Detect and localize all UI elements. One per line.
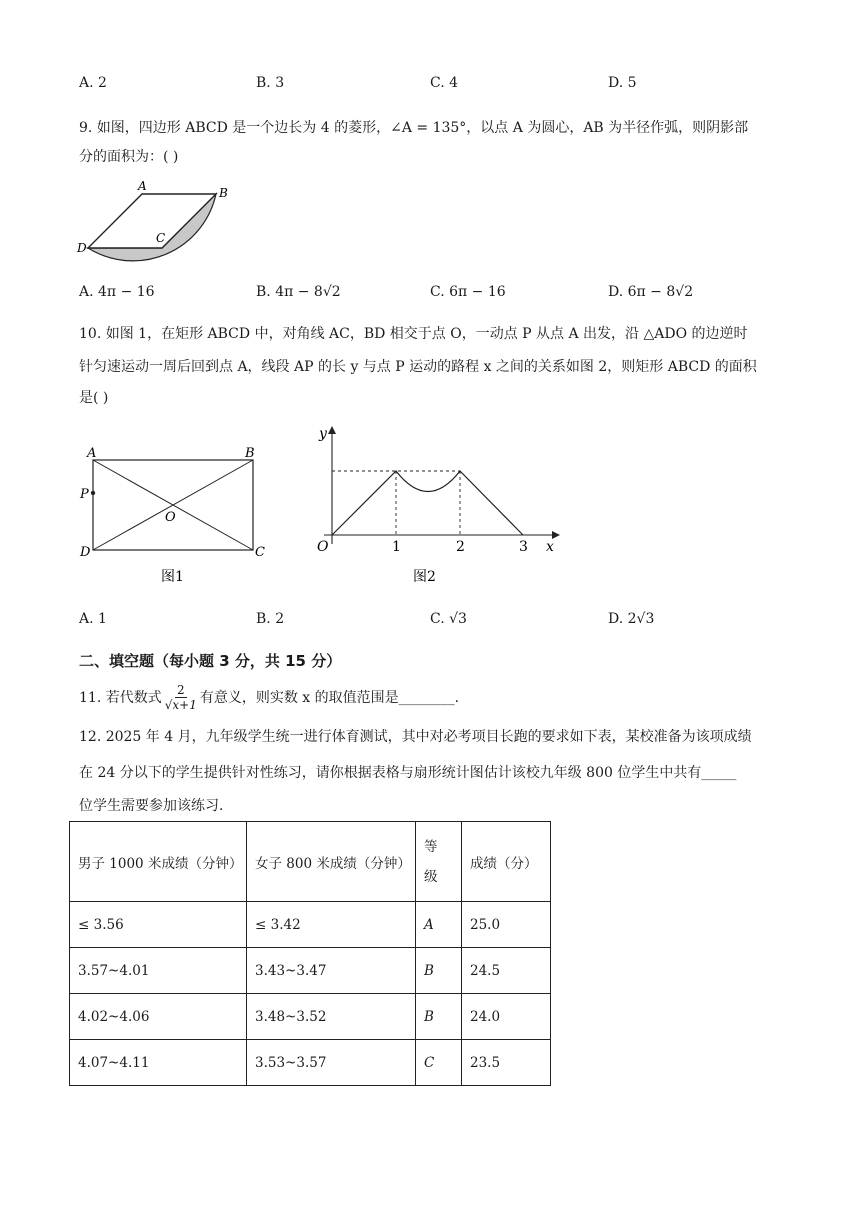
cell-female: 3.53~3.57 xyxy=(247,1040,416,1086)
header-score: 成绩（分） xyxy=(462,822,551,902)
q12-stem-line2: 在 24 分以下的学生提供针对性练习，请你根据表格与扇形统计图估计该校九年级 800 位学生中共有_____ xyxy=(79,765,737,781)
fig1-label-d: D xyxy=(80,545,91,560)
q10-option-b: B. 2 xyxy=(256,611,285,627)
fig1-label-c: C xyxy=(255,545,265,560)
q9-option-b: B. 4π − 8√2 xyxy=(256,284,341,300)
fig1-label-p: P xyxy=(80,487,89,502)
q9-label-c: C xyxy=(156,231,166,245)
q10-option-d: D. 2√3 xyxy=(608,611,655,627)
q9-label-a: A xyxy=(138,179,147,193)
q10-stem-line2: 针匀速运动一周后回到点 A，线段 AP 的长 y 与点 P 运动的路程 x 之间的关系如图 2，则矩形 ABCD 的面积 xyxy=(79,359,757,375)
cell-grade: A xyxy=(416,902,462,948)
q10-option-a: A. 1 xyxy=(79,611,107,627)
fig1-point-p xyxy=(91,491,95,495)
header-grade-char-1: 等 xyxy=(424,838,438,855)
q11-fraction xyxy=(165,683,197,712)
q8-option-a: A. 2 xyxy=(79,75,107,91)
fig2-x-label: x xyxy=(546,539,554,555)
header-male: 男子 1000 米成绩（分钟） xyxy=(70,822,247,902)
fig1-label-b: B xyxy=(245,446,255,461)
section-2-title: 二、填空题（每小题 3 分，共 15 分） xyxy=(79,652,342,670)
q10-stem-line1: 10. 如图 1，在矩形 ABCD 中，对角线 AC，BD 相交于点 O，一动点 P 从点 A 出发，沿 △ADO 的边逆时 xyxy=(79,326,748,342)
q10-stem-line3: 是( ) xyxy=(79,390,109,406)
q9-option-d: D. 6π − 8√2 xyxy=(608,284,694,300)
q9-stem-line2: 分的面积为：( ) xyxy=(79,149,179,165)
q9-stem-line1: 9. 如图，四边形 ABCD 是一个边长为 4 的菱形，∠A = 135°，以点 A 为圆心，AB 为半径作弧，则阴影部 xyxy=(79,120,749,136)
cell-score: 24.0 xyxy=(462,994,551,1040)
cell-grade: B xyxy=(416,948,462,994)
cell-male: 4.02~4.06 xyxy=(70,994,247,1040)
q11-prefix: 11. 若代数式 xyxy=(79,690,162,706)
fig2-tick-1: 1 xyxy=(392,539,401,555)
cell-male: 3.57~4.01 xyxy=(70,948,247,994)
fig2-tick-2: 2 xyxy=(456,539,465,555)
q11-suffix: 有意义，则实数 x 的取值范围是________. xyxy=(199,690,460,706)
q9-option-c: C. 6π − 16 xyxy=(430,284,506,300)
fig1-label-o: O xyxy=(165,510,176,525)
fig2-function-curve xyxy=(332,471,523,535)
cell-grade: C xyxy=(416,1040,462,1086)
q10-figure-1 xyxy=(74,440,274,590)
table-row xyxy=(70,948,551,994)
q10-option-c: C. √3 xyxy=(430,611,467,627)
q9-label-b: B xyxy=(219,186,228,200)
q8-option-b: B. 3 xyxy=(256,75,285,91)
q10-figure-2 xyxy=(310,420,560,590)
q12-stem-line1: 12. 2025 年 4 月，九年级学生统一进行体育测试，其中对必考项目长跑的要求如下表，某校准备为该项成绩 xyxy=(79,729,752,745)
cell-male: 4.07~4.11 xyxy=(70,1040,247,1086)
score-table xyxy=(69,821,551,1086)
q11-numerator: 2 xyxy=(176,682,185,697)
fig2-x-arrow xyxy=(552,531,560,539)
q11-stem xyxy=(79,680,459,714)
table-row xyxy=(70,902,551,948)
cell-score: 25.0 xyxy=(462,902,551,948)
q8-option-d: D. 5 xyxy=(608,75,637,91)
fig2-y-arrow xyxy=(328,426,336,434)
table-row xyxy=(70,1040,551,1086)
fig2-tick-3: 3 xyxy=(519,539,528,555)
fig2-origin-label: O xyxy=(317,539,329,555)
q8-option-c: C. 4 xyxy=(430,75,459,91)
header-female: 女子 800 米成绩（分钟） xyxy=(247,822,416,902)
fig1-label-a: A xyxy=(87,446,97,461)
fig2-y-label: y xyxy=(319,426,327,442)
header-grade-char-2: 级 xyxy=(424,868,438,885)
q9-label-d: D xyxy=(77,241,87,255)
cell-female: ≤ 3.42 xyxy=(247,902,416,948)
cell-grade: B xyxy=(416,994,462,1040)
q9-option-a: A. 4π − 16 xyxy=(79,284,155,300)
fig1-caption: 图1 xyxy=(161,569,184,585)
q12-stem-line3: 位学生需要参加该练习. xyxy=(79,798,224,814)
header-grade xyxy=(416,822,462,902)
cell-score: 23.5 xyxy=(462,1040,551,1086)
q9-rhombus-figure xyxy=(76,178,226,273)
cell-female: 3.48~3.52 xyxy=(247,994,416,1040)
cell-male: ≤ 3.56 xyxy=(70,902,247,948)
table-row xyxy=(70,994,551,1040)
cell-female: 3.43~3.47 xyxy=(247,948,416,994)
table-header-row xyxy=(70,822,551,902)
q11-denominator: √x+1 xyxy=(164,697,197,712)
cell-score: 24.5 xyxy=(462,948,551,994)
fig2-caption: 图2 xyxy=(413,569,436,585)
